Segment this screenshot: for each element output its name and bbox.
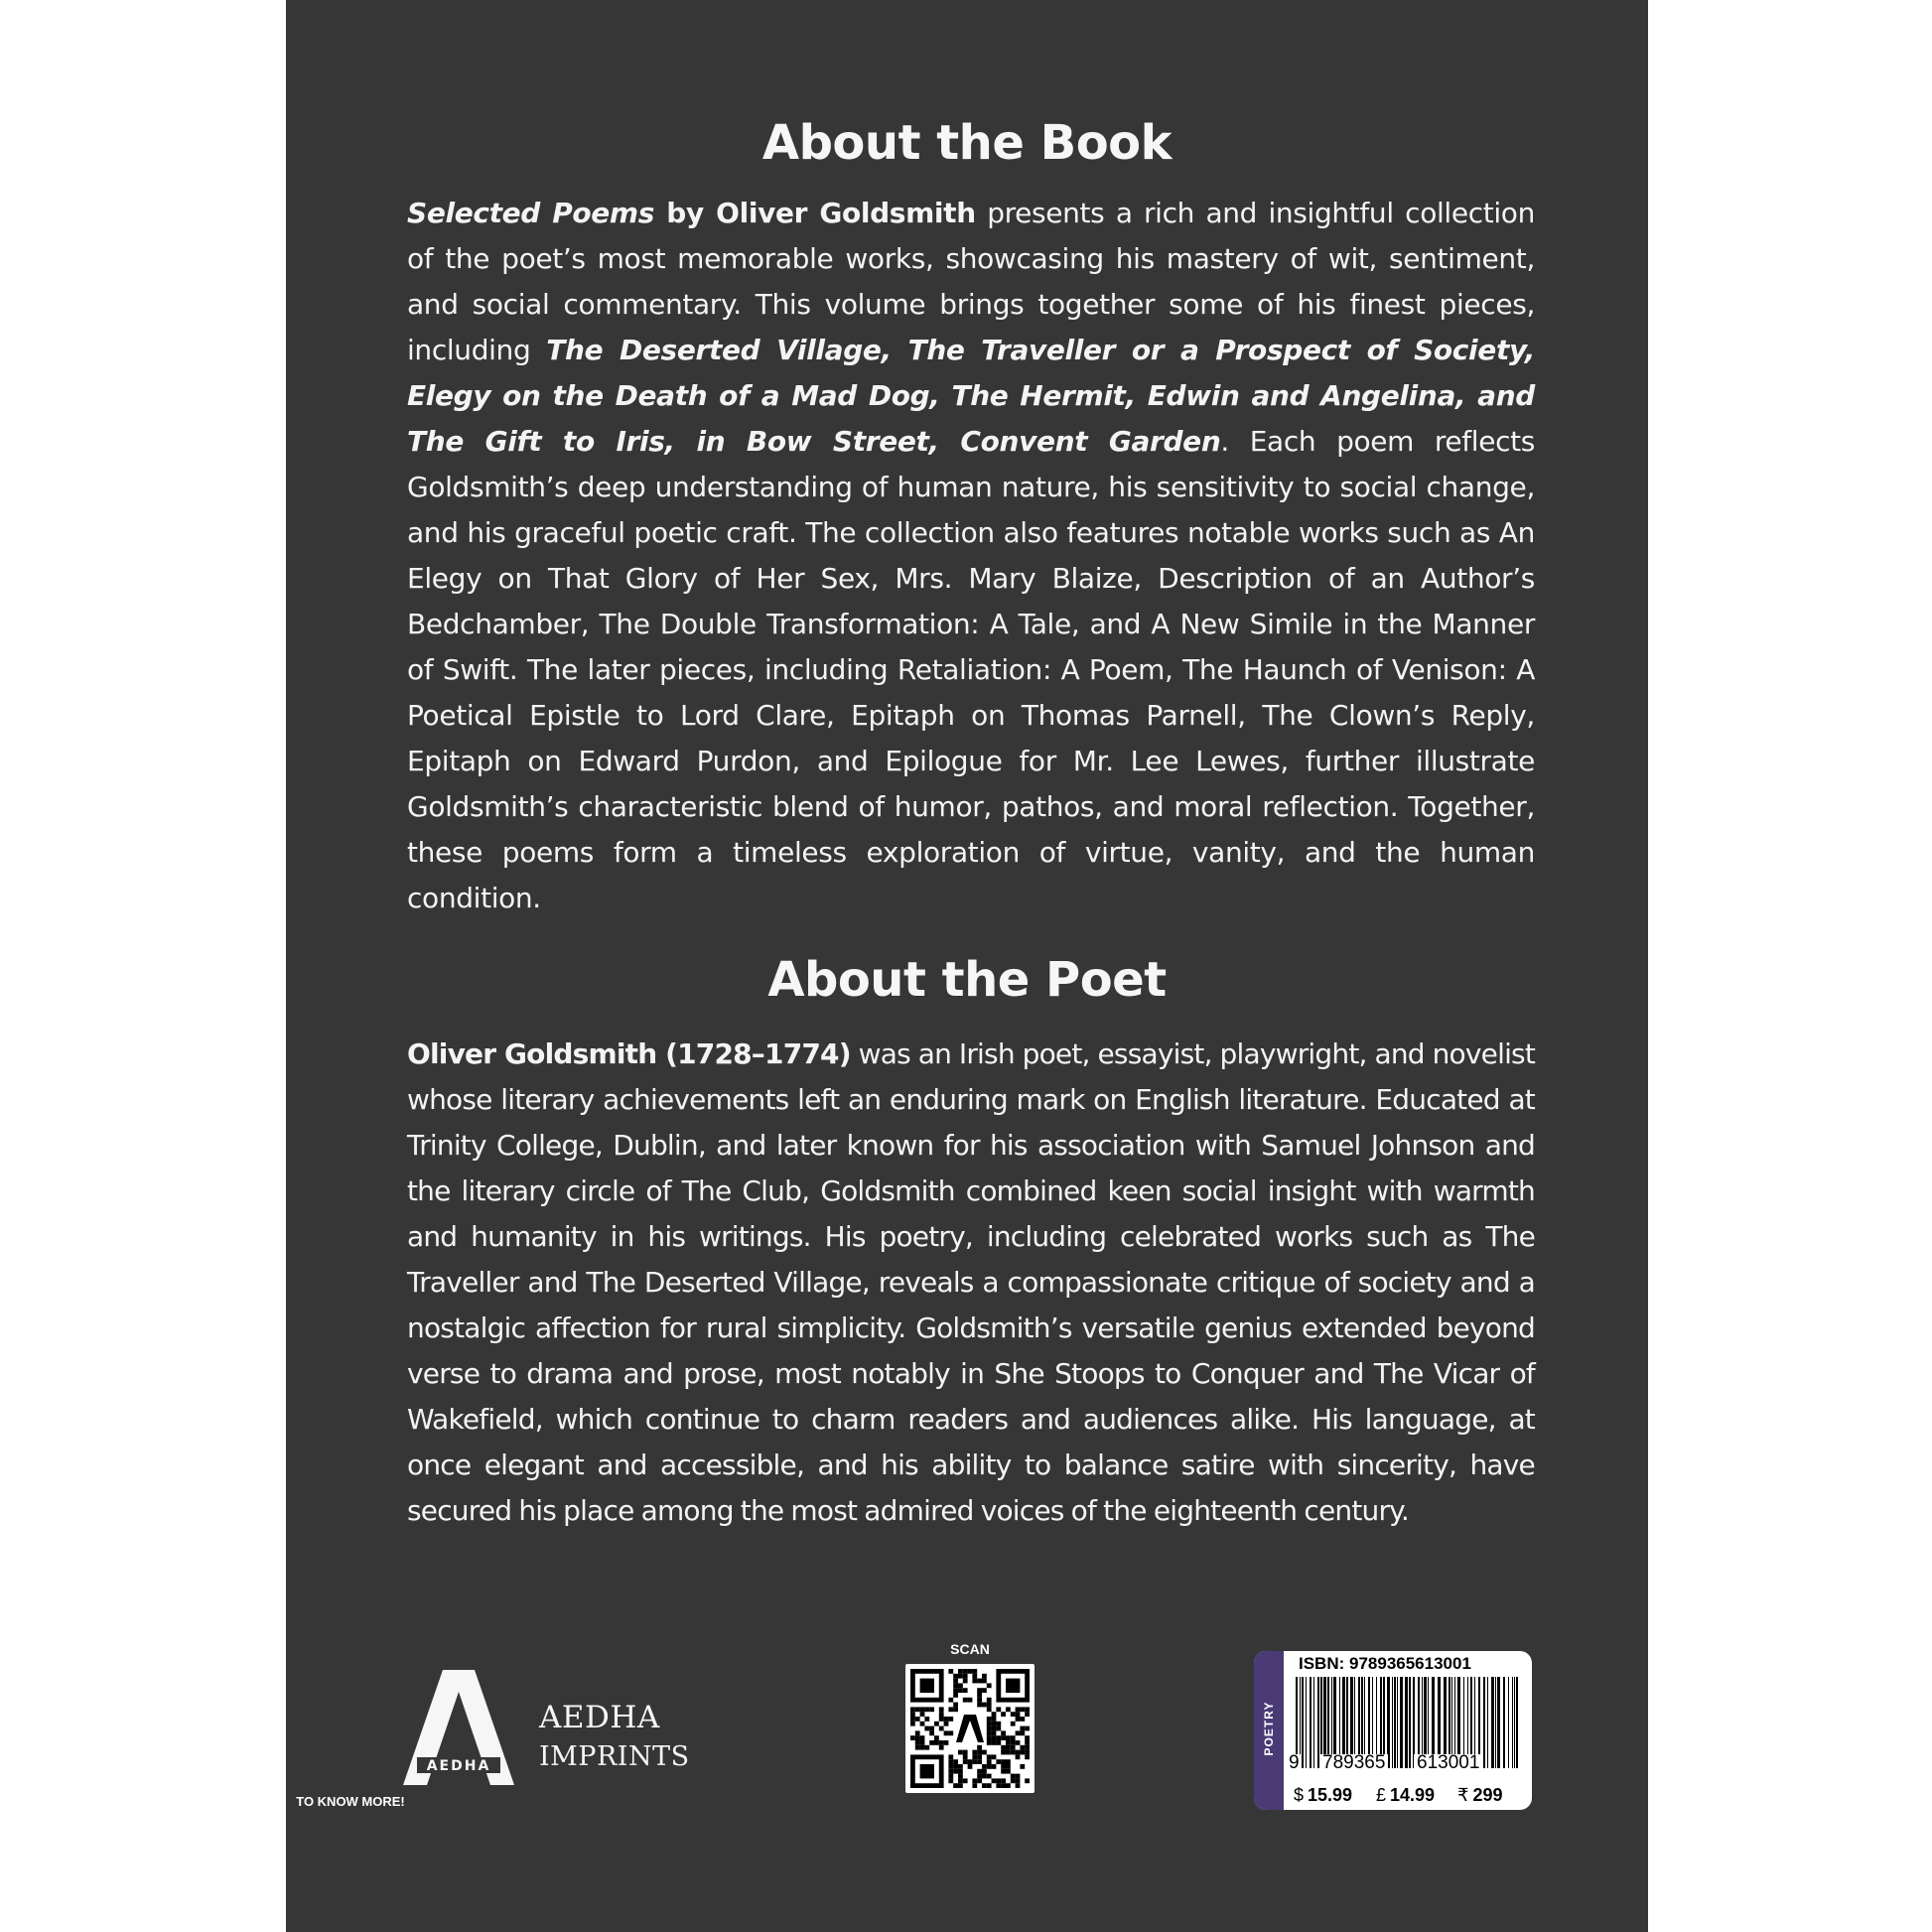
about-book-paragraph [407,191,1535,921]
isbn-digit-first: 9 [1289,1752,1300,1773]
logo-mark-text: AEDHA [426,1758,491,1774]
publisher-name-line2: IMPRINTS [539,1741,690,1772]
about-book-heading: About the Book [761,115,1173,171]
book-text-2: . Each poem reflects Goldsmith’s deep understanding of human nature, his sensitivity to social change, and his graceful poetic craft. The collection also features notable works such as An Elegy on That Glory of Her Sex, Mrs. Mary Blaize, Description of an Author’s Bedchamber, The Double Transformation: A Tale, and A New Simile in the Manner of Swift. The later pieces, including Retaliation: A Poem, The Haunch of Venison: A Poetical Epistle to Lord Clare, Epitaph on Thomas Parnell, The Clown’s Reply, Epitaph on Edward Purdon, and Epilogue for Mr. Lee Lewes, further illustrate Goldsmith’s characteristic blend of humor, pathos, and moral reflection. Together, these poems form a timeless exploration of virtue, vanity, and the human condition. [407,425,1535,914]
isbn-digit-group1: 789365 [1319,1754,1388,1772]
genre-label: POETRY [1262,1701,1276,1756]
qr-code[interactable] [905,1664,1035,1793]
qr-block [905,1641,1054,1790]
back-cover [286,0,1648,1932]
genre-strip [1254,1651,1284,1810]
book-title: Selected Poems [407,197,655,229]
publisher-logo [403,1668,701,1787]
poet-text: was an Irish poet, essayist, playwright, and novelist whose literary achievements left an enduring mark on English literature. Educated at Trinity College, Dublin, and later known for his association with Samuel Johnson and the literary circle of The Club, Goldsmith combined keen social insight with warmth and humanity in his writings. His poetry, including celebrated works such as The Traveller and The Deserted Village, reveals a compassionate critique of society and a nostalgic affection for rural simplicity. Goldsmith’s versatile genius extended beyond verse to drama and prose, most notably in She Stoops to Conquer and The Vicar of Wakefield, which continue to charm readers and audiences alike. His language, at once elegant and accessible, and his ability to balance satire with sincerity, have secured his place among the most admired voices of the eighteenth century. [407,1037,1536,1527]
isbn-digit-group2: 613001 [1414,1754,1482,1772]
price-gbp: £ 14.99 [1376,1785,1436,1805]
qr-know-more-label: TO KNOW MORE! [296,1794,405,1809]
qr-scan-label: SCAN [950,1641,990,1657]
isbn-label: ISBN: 9789365613001 [1299,1654,1471,1673]
price-usd: $ 15.99 [1294,1785,1353,1805]
book-author: by Oliver Goldsmith [654,197,976,229]
publisher-name-line1: AEDHA [539,1700,660,1735]
poet-name: Oliver Goldsmith (1728–1774) [407,1037,851,1070]
about-poet-paragraph [407,1032,1535,1534]
qr-code-icon [905,1664,1035,1793]
book-text-1: presents a rich and insightful collection of the poet’s most memorable works, showcasing his mastery of wit, sentiment, and social commentary. This volume brings together some of his finest pieces, including [407,197,1535,366]
book-works: The Deserted Village, The Traveller or a Prospect of Society, Elegy on the Death of a Mad Dog, The Hermit, Edwin and Angelina, and The Gift to Iris, in Bow Street, Convent Garden [407,334,1535,458]
isbn-barcode-card [1254,1651,1532,1810]
about-poet-heading: About the Poet [767,952,1167,1008]
aedha-logo-icon [403,1670,514,1785]
price-inr: ₹ 299 [1457,1785,1503,1805]
